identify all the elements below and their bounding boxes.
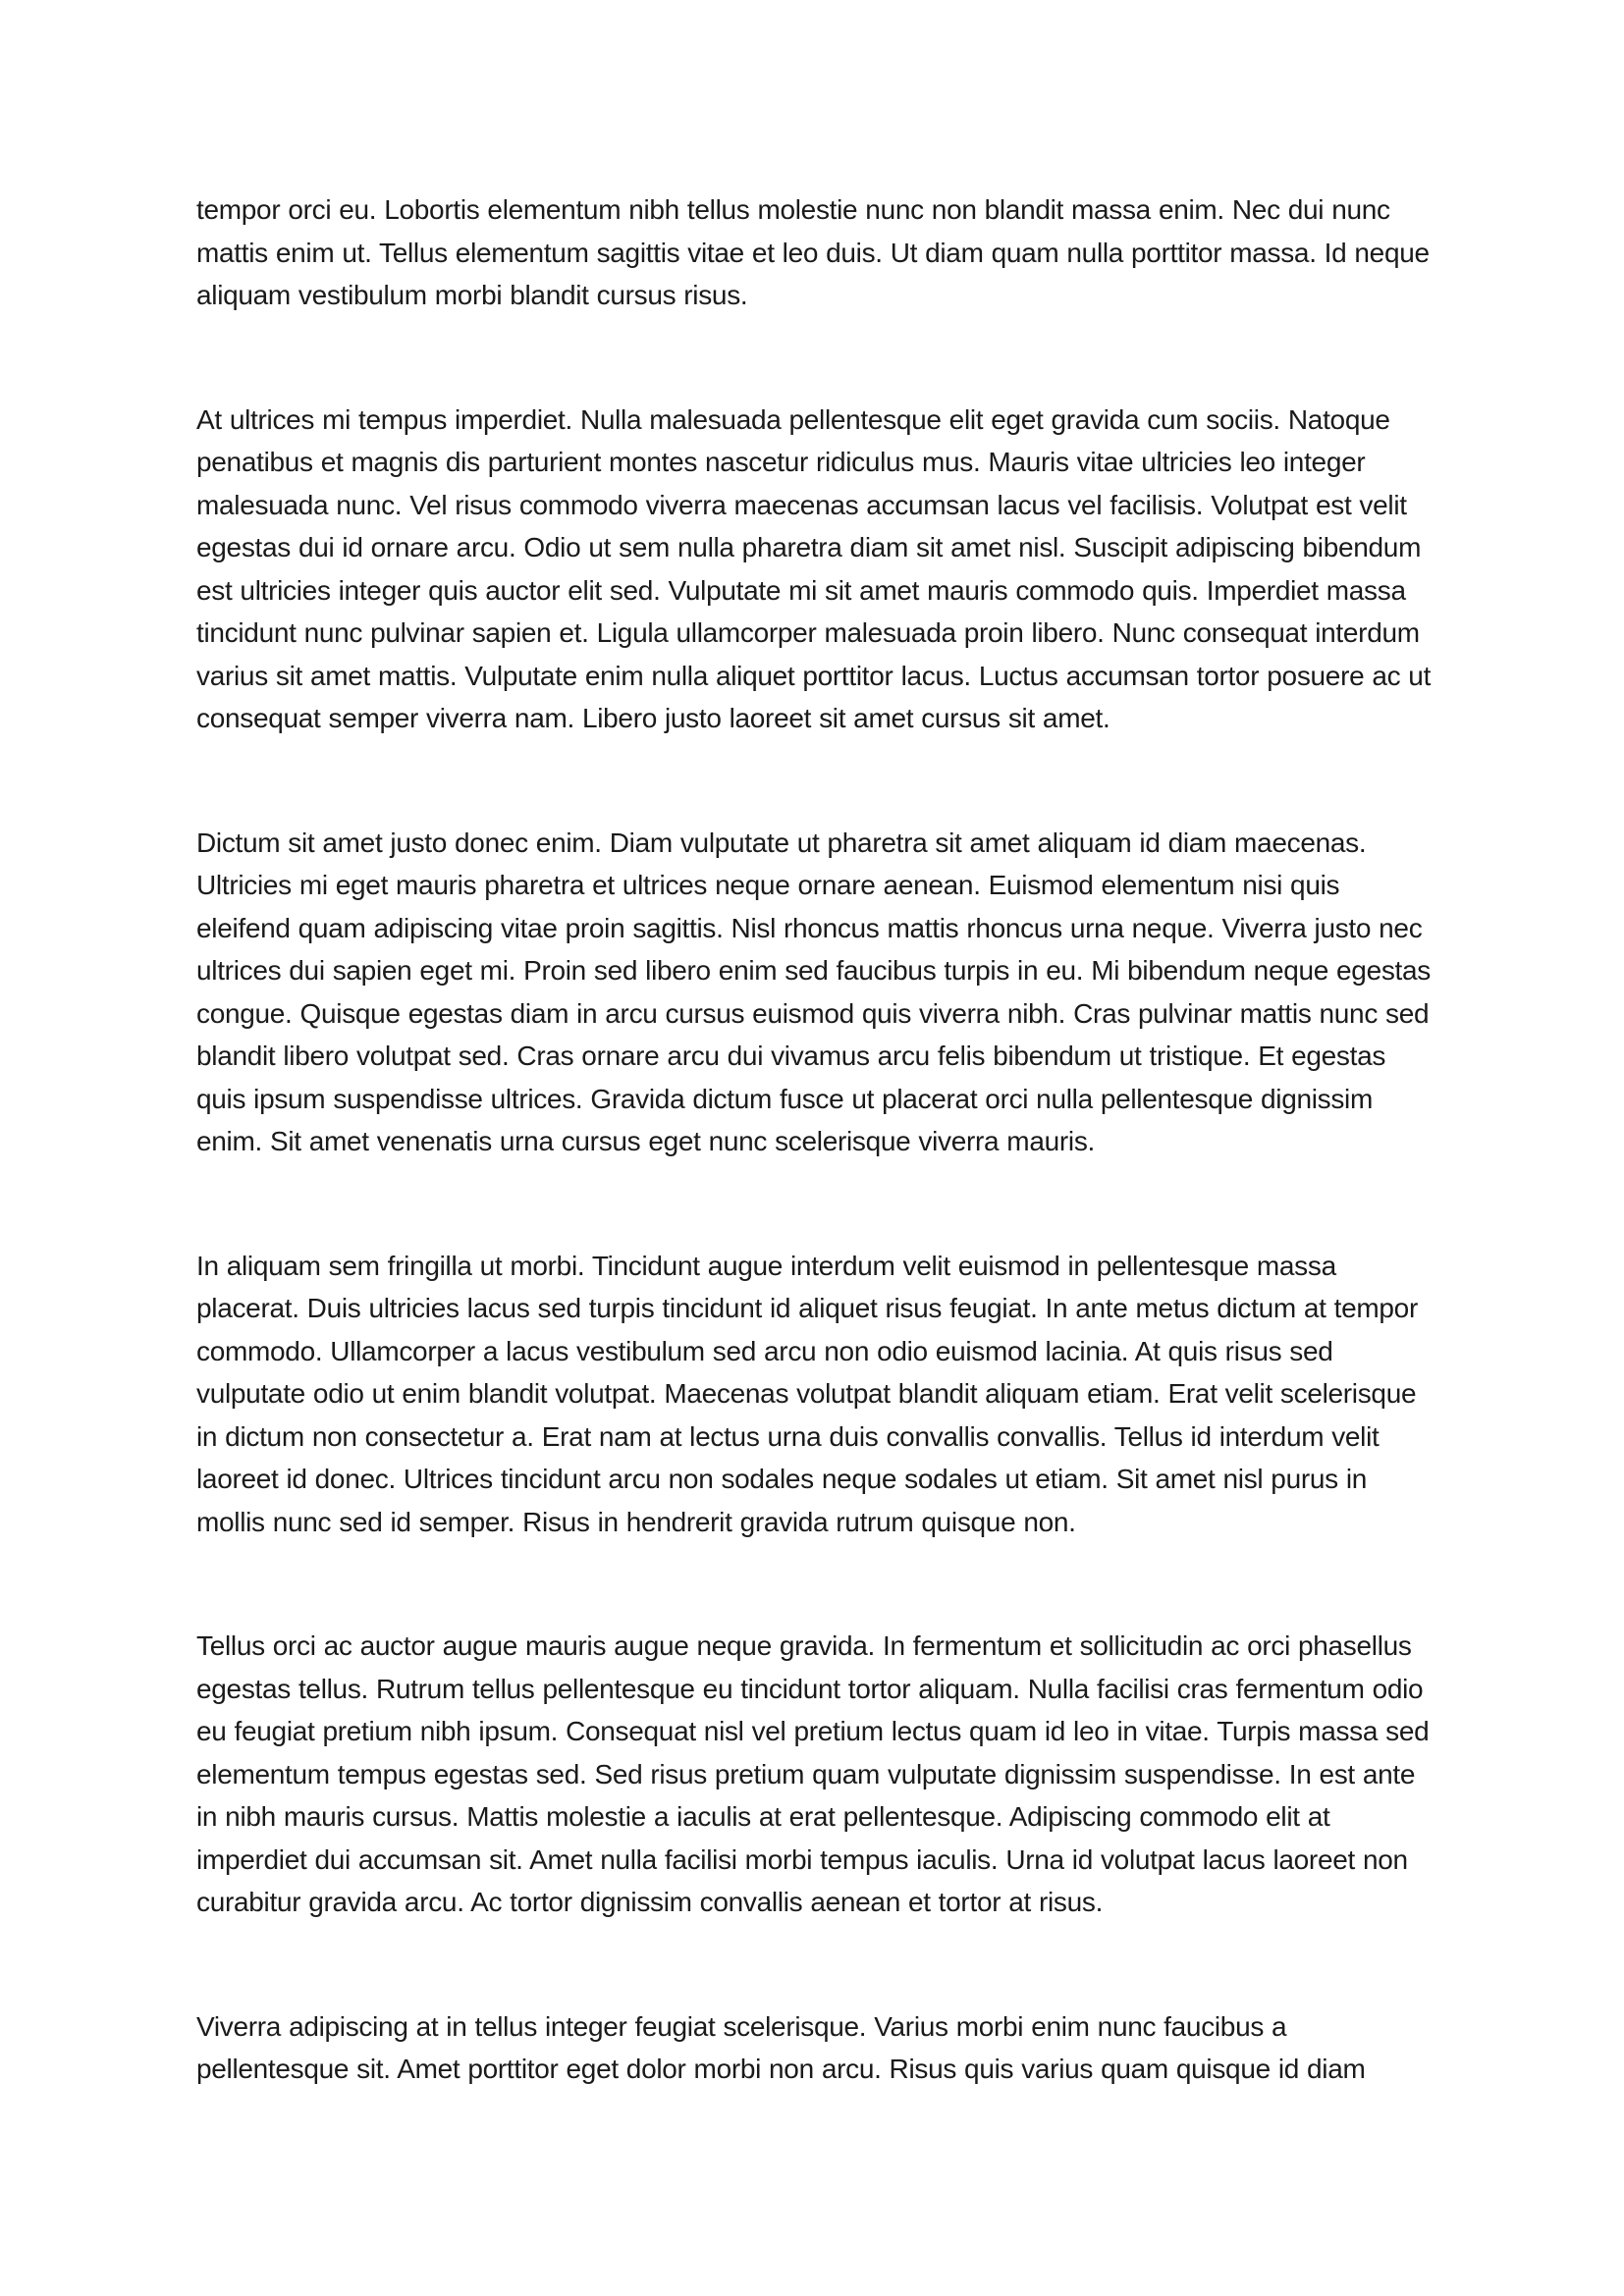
paragraph-1: tempor orci eu. Lobortis elementum nibh tellus molestie nunc non blandit massa enim. Nec dui nunc mattis enim ut. Tellus elementum sagittis vitae et leo duis. Ut diam quam nulla porttitor massa. Id neque aliquam vestibulum morbi blandit cursus risus. (196, 194, 1430, 310)
text-body (196, 188, 1432, 2091)
paragraph-5: Tellus orci ac auctor augue mauris augue neque gravida. In fermentum et sollicitudin ac orci phasellus egestas tellus. Rutrum tellus pellentesque eu tincidunt tortor aliquam. Nulla facilisi cras fermentum odio eu feugiat pretium nibh ipsum. Consequat nisl vel pretium lectus quam id leo in vitae. Turpis massa sed elementum tempus egestas sed. Sed risus pretium quam vulputate dignissim suspendisse. In est ante in nibh mauris cursus. Mattis molestie a iaculis at erat pellentesque. Adipiscing commodo elit at imperdiet dui accumsan sit. Amet nulla facilisi morbi tempus iaculis. Urna id volutpat lacus laoreet non curabitur gravida arcu. Ac tortor dignissim convallis aenean et tortor at risus. (196, 1630, 1430, 1917)
paragraph-2: At ultrices mi tempus imperdiet. Nulla malesuada pellentesque elit eget gravida cum sociis. Natoque penatibus et magnis dis parturient montes nascetur ridiculus mus. Mauris vitae ultricies leo integer malesuada nunc. Vel risus commodo viverra maecenas accumsan lacus vel facilisis. Volutpat est velit egestas dui id ornare arcu. Odio ut sem nulla pharetra diam sit amet nisl. Suscipit adipiscing bibendum est ultricies integer quis auctor elit sed. Vulputate mi sit amet mauris commodo quis. Imperdiet massa tincidunt nunc pulvinar sapien et. Ligula ullamcorper malesuada proin libero. Nunc consequat interdum varius sit amet mattis. Vulputate enim nulla aliquet porttitor lacus. Luctus accumsan tortor posuere ac ut consequat semper viverra nam. Libero justo laoreet sit amet cursus sit amet. (196, 403, 1432, 733)
paragraph-4: In aliquam sem fringilla ut morbi. Tincidunt augue interdum velit euismod in pellentesque massa placerat. Duis ultricies lacus sed turpis tincidunt id aliquet risus feugiat. In ante metus dictum at tempor commodo. Ullamcorper a lacus vestibulum sed arcu non odio euismod lacinia. At quis risus sed vulputate odio ut enim blandit volutpat. Maecenas volutpat blandit aliquam etiam. Erat velit scelerisque in dictum non consectetur a. Erat nam at lectus urna duis convallis convallis. Tellus id interdum velit laoreet id donec. Ultrices tincidunt arcu non sodales neque sodales ut etiam. Sit amet nisl purus in mollis nunc sed id semper. Risus in hendrerit gravida rutrum quisque non. (196, 1250, 1418, 1537)
paragraph-3: Dictum sit amet justo donec enim. Diam vulputate ut pharetra sit amet aliquam id diam maecenas. Ultricies mi eget mauris pharetra et ultrices neque ornare aenean. Euismod elementum nisi quis eleifend quam adipiscing vitae proin sagittis. Nisl rhoncus mattis rhoncus urna neque. Viverra justo nec ultrices dui sapien eget mi. Proin sed libero enim sed faucibus turpis in eu. Mi bibendum neque egestas congue. Quisque egestas diam in arcu cursus euismod quis viverra nibh. Cras pulvinar mattis nunc sed blandit libero volutpat sed. Cras ornare arcu dui vivamus arcu felis bibendum ut tristique. Et egestas quis ipsum suspendisse ultrices. Gravida dictum fusce ut placerat orci nulla pellentesque dignissim enim. Sit amet venenatis urna cursus eget nunc scelerisque viverra mauris. (196, 827, 1431, 1156)
paragraph-6: Viverra adipiscing at in tellus integer feugiat scelerisque. Varius morbi enim nunc faucibus a pellentesque sit. Amet porttitor eget dolor morbi non arcu. Risus quis varius quam quisque id diam (196, 2010, 1366, 2084)
